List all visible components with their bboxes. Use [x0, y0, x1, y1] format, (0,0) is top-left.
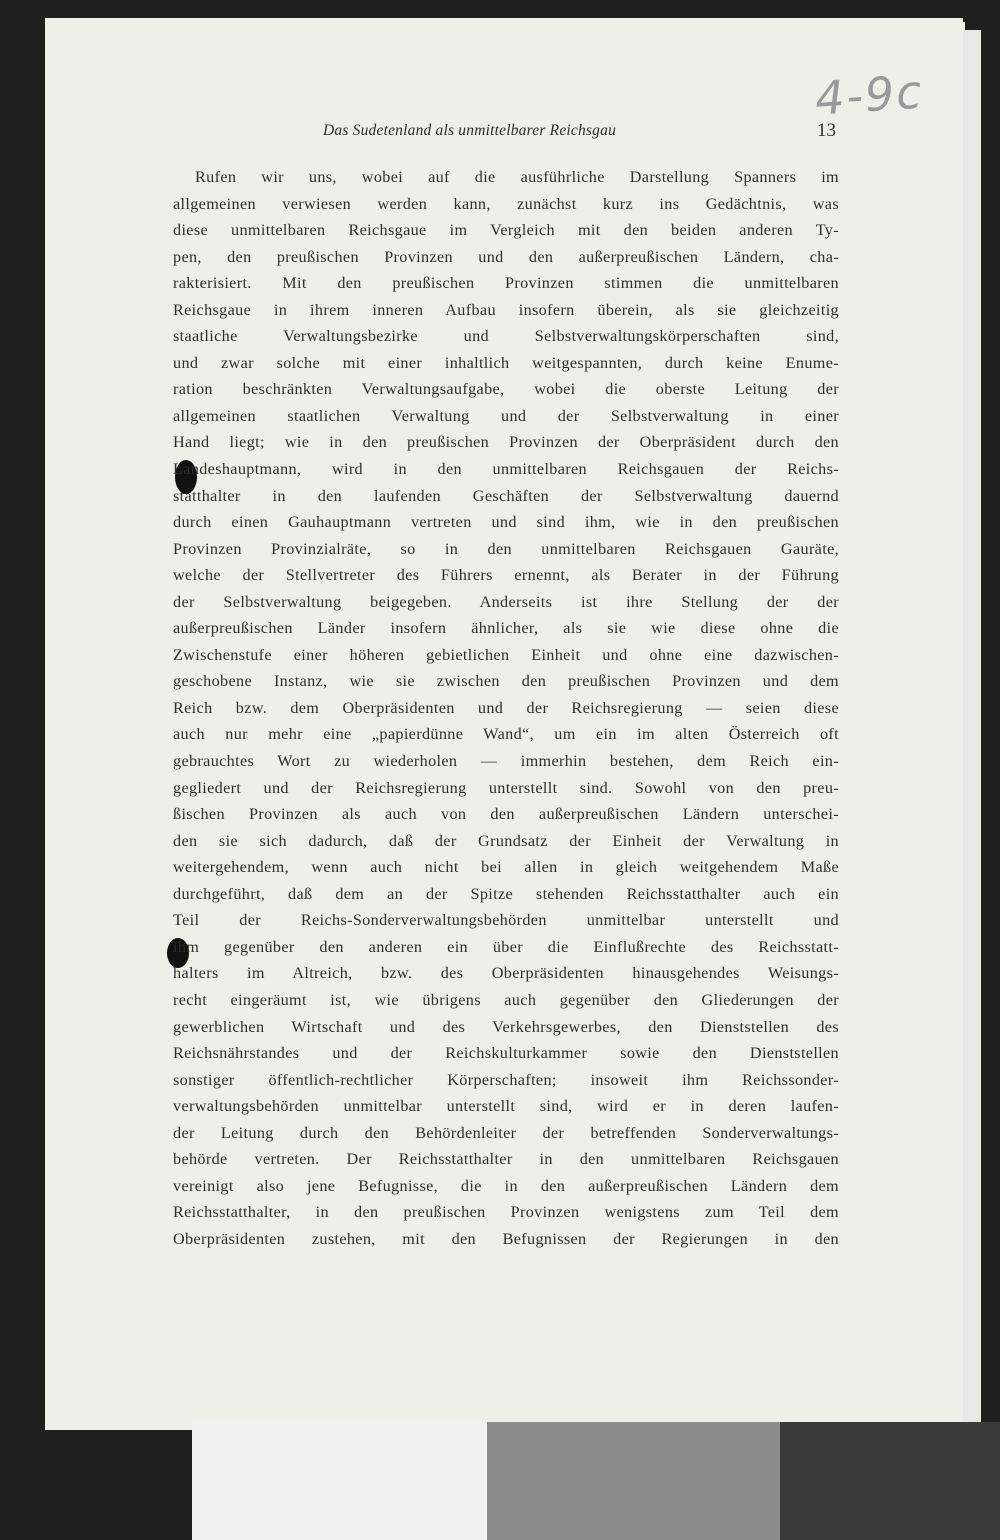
text-line: rakterisiert. Mit den preußischen Provinzen stimmen die unmittelbaren: [173, 274, 839, 293]
text-line: allgemeinen verwiesen werden kann, zunächst kurz ins Gedächtnis, was: [173, 194, 839, 213]
text-line: weitergehendem, wenn auch nicht bei allen in gleich weitgehendem Maße: [173, 858, 839, 877]
text-line: Provinzen Provinzialräte, so in den unmittelbaren Reichsgauen Gauräte,: [173, 539, 839, 558]
document-page: [45, 18, 963, 1430]
text-line: den sie sich dadurch, daß der Grundsatz der Einheit der Verwaltung in: [173, 831, 839, 850]
text-line: vereinigt also jene Befugnisse, die in den außerpreußischen Ländern dem: [173, 1176, 839, 1195]
text-line: der Leitung durch den Behördenleiter der betreffenden Sonderverwaltungs-: [173, 1123, 839, 1142]
color-calibration-gray: [487, 1422, 780, 1540]
text-line: diese unmittelbaren Reichsgaue im Vergleich mit den beiden anderen Ty-: [173, 221, 839, 240]
text-line: allgemeinen staatlichen Verwaltung und der Selbstverwaltung in einer: [173, 406, 839, 425]
page-edge-layer: [960, 30, 981, 1430]
handwritten-note: 4-9c: [813, 64, 926, 126]
text-line: recht eingeräumt ist, wie übrigens auch gegenüber den Gliederungen der: [173, 990, 839, 1009]
text-line: geschobene Instanz, wie sie zwischen den preußischen Provinzen und dem: [173, 672, 839, 691]
text-line: behörde vertreten. Der Reichsstatthalter in den unmittelbaren Reichsgauen: [173, 1150, 839, 1169]
text-line: ihm gegenüber den anderen ein über die Einflußrechte des Reichsstatt-: [173, 937, 839, 956]
text-line: sonstiger öffentlich-rechtlicher Körperschaften; insoweit ihm Reichssonder-: [173, 1070, 839, 1089]
text-line: statthalter in den laufenden Geschäften der Selbstverwaltung dauernd: [173, 486, 839, 505]
text-line: Reichsnährstandes und der Reichskulturkammer sowie den Dienststellen: [173, 1044, 839, 1063]
text-line: Reichsstatthalter, in den preußischen Provinzen wenigstens zum Teil dem: [173, 1203, 839, 1222]
text-line: Oberpräsidenten zustehen, mit den Befugnissen der Regierungen in den: [173, 1229, 839, 1248]
text-line: Rufen wir uns, wobei auf die ausführliche Darstellung Spanners im: [195, 168, 839, 186]
text-line: pen, den preußischen Provinzen und den außerpreußischen Ländern, cha-: [173, 247, 839, 266]
text-line: außerpreußischen Länder insofern ähnlicher, als sie wie diese ohne die: [173, 619, 839, 638]
text-line: gegliedert und der Reichsregierung unterstellt sind. Sowohl von den preu-: [173, 778, 839, 797]
text-line: durchgeführt, daß dem an der Spitze stehenden Reichsstatthalter auch ein: [173, 884, 839, 903]
text-line: welche der Stellvertreter des Führers ernennt, als Berater in der Führung: [173, 566, 839, 585]
text-line: gebrauchtes Wort zu wiederholen — immerhin bestehen, dem Reich ein-: [173, 752, 839, 771]
color-calibration-white: [192, 1422, 487, 1540]
text-line: verwaltungsbehörden unmittelbar unterstellt sind, wird er in deren laufen-: [173, 1097, 839, 1116]
text-line: ration beschränkten Verwaltungsaufgabe, wobei die oberste Leitung der: [173, 380, 839, 399]
text-line: Teil der Reichs-Sonderverwaltungsbehörden unmittelbar unterstellt und: [173, 911, 839, 930]
text-line: gewerblichen Wirtschaft und des Verkehrsgewerbes, den Dienststellen des: [173, 1017, 839, 1036]
text-line: durch einen Gauhauptmann vertreten und sind ihm, wie in den preußischen: [173, 513, 839, 532]
text-line: ßischen Provinzen als auch von den außerpreußischen Ländern unterschei-: [173, 805, 839, 824]
body-text: [173, 164, 839, 1252]
text-line: Hand liegt; wie in den preußischen Provinzen der Oberpräsident durch den: [173, 433, 839, 452]
color-calibration-dark: [780, 1422, 1000, 1540]
text-line: halters im Altreich, bzw. des Oberpräsidenten hinausgehendes Weisungs-: [173, 964, 839, 983]
text-line: Reichsgaue in ihrem inneren Aufbau insofern überein, als sie gleichzeitig: [173, 300, 839, 319]
text-line: staatliche Verwaltungsbezirke und Selbstverwaltungskörperschaften sind,: [173, 327, 839, 346]
text-line: Zwischenstufe einer höheren gebietlichen Einheit und ohne eine dazwischen-: [173, 645, 839, 664]
running-title: Das Sudetenland als unmittelbarer Reichsgau: [323, 122, 617, 139]
text-line: und zwar solche mit einer inhaltlich weitgespannten, durch keine Enume-: [173, 353, 839, 372]
page-number: 13: [817, 120, 836, 141]
text-line: Landeshauptmann, wird in den unmittelbaren Reichsgauen der Reichs-: [173, 460, 839, 479]
text-line: der Selbstverwaltung beigegeben. Anderseits ist ihre Stellung der der: [173, 592, 839, 611]
text-line: auch nur mehr eine „papierdünne Wand“, um ein im alten Österreich oft: [173, 725, 839, 744]
text-line: Reich bzw. dem Oberpräsidenten und der Reichsregierung — seien diese: [173, 698, 839, 717]
